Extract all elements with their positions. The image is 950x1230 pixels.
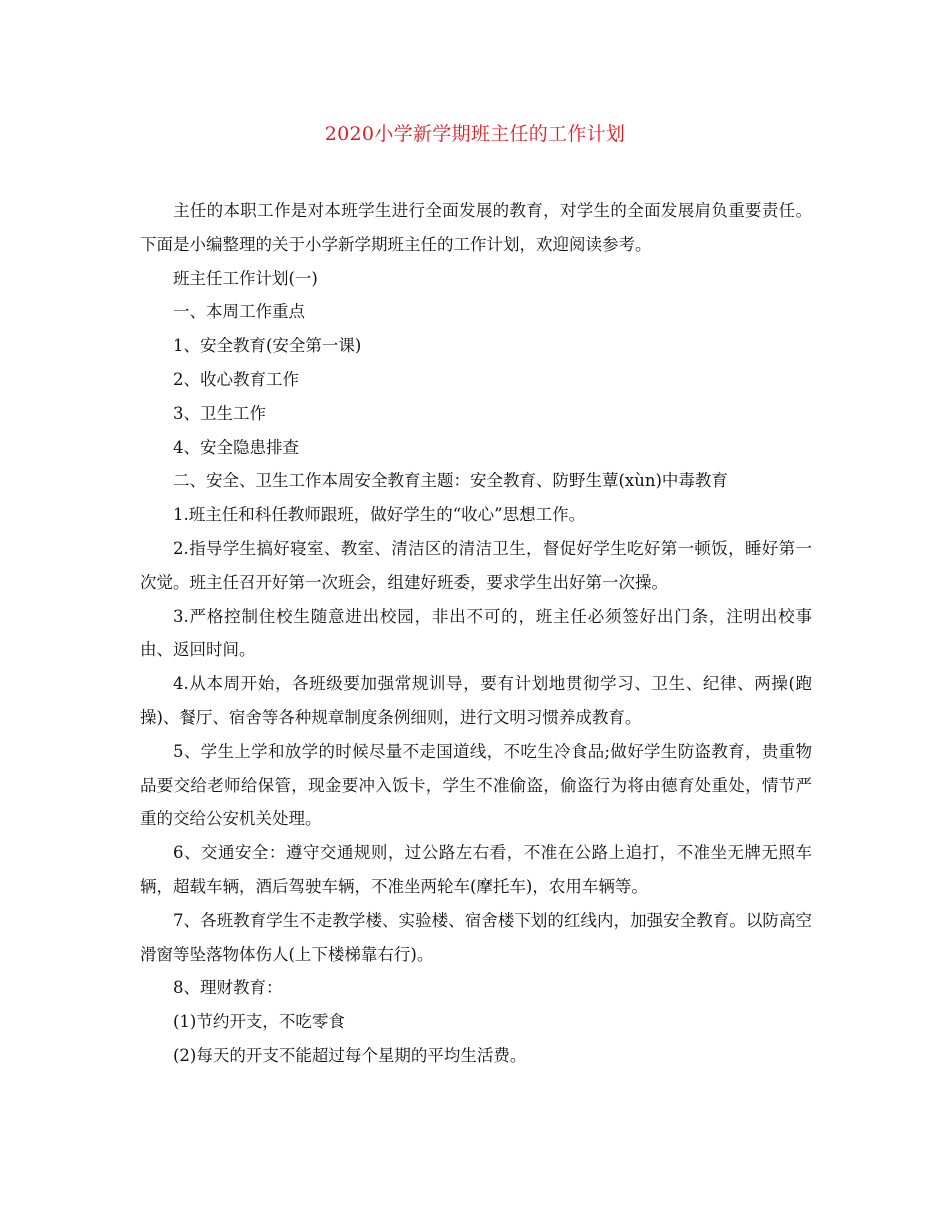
list-item: 1、安全教育(安全第一课): [173, 336, 362, 356]
list-item: (2)每天的开支不能超过每个星期的平均生活费。: [173, 1045, 527, 1065]
list-item: 4、安全隐患排查: [173, 437, 299, 457]
paragraph-intro: 主任的本职工作是对本班学生进行全面发展的教育，对学生的全面发展肩负重要责任。下面是小编整理的关于小学新学期班主任的工作计划，欢迎阅读参考。: [140, 201, 812, 254]
list-item: 4.从本周开始，各班级要加强常规训导，要有计划地贯彻学习、卫生、纪律、两操(跑操)、餐厅、宿舍等各种规章制度条例细则，进行文明习惯养成教育。: [140, 674, 812, 727]
list-item: 5、学生上学和放学的时候尽量不走国道线，不吃生冷食品;做好学生防盗教育，贵重物品要交给老师给保管，现金要冲入饭卡，学生不准偷盗，偷盗行为将由德育处重处，情节严重的交给公安机关处理。: [140, 741, 812, 829]
list-item: 2.指导学生搞好寝室、教室、清洁区的清洁卫生，督促好学生吃好第一顿饭，睡好第一次觉。班主任召开好第一次班会，组建好班委，要求学生出好第一次操。: [140, 538, 812, 592]
list-item: 1.班主任和科任教师跟班，做好学生的“收心”思想工作。: [173, 505, 586, 525]
paragraph-section-one: 一、本周工作重点: [173, 302, 305, 322]
list-item: 7、各班教育学生不走教学楼、实验楼、宿舍楼下划的红线内，加强安全教育。以防高空滑窗等坠落物体伤人(上下楼梯靠右行)。: [140, 910, 812, 964]
list-item: 8、理财教育：: [173, 978, 283, 998]
paragraph-plan-heading: 班主任工作计划(一): [173, 268, 318, 288]
list-item: 3、卫生工作: [173, 403, 266, 423]
list-item: (1)节约开支，不吃零食: [173, 1012, 345, 1032]
list-item: 3.严格控制住校生随意进出校园，非出不可的，班主任必须签好出门条，注明出校事由、返回时间。: [140, 606, 812, 660]
list-item: 6、交通安全：遵守交通规则，过公路左右看，不准在公路上追打，不准坐无牌无照车辆，超载车辆，酒后驾驶车辆，不准坐两轮车(摩托车)，农用车辆等。: [140, 843, 812, 896]
list-item: 2、收心教育工作: [173, 369, 299, 389]
document-body: [140, 194, 812, 1073]
paragraph-section-two: 二、安全、卫生工作本周安全教育主题：安全教育、防野生蕈(xùn)中毒教育: [173, 471, 728, 491]
document-title: 2020小学新学期班主任的工作计划: [324, 123, 626, 145]
